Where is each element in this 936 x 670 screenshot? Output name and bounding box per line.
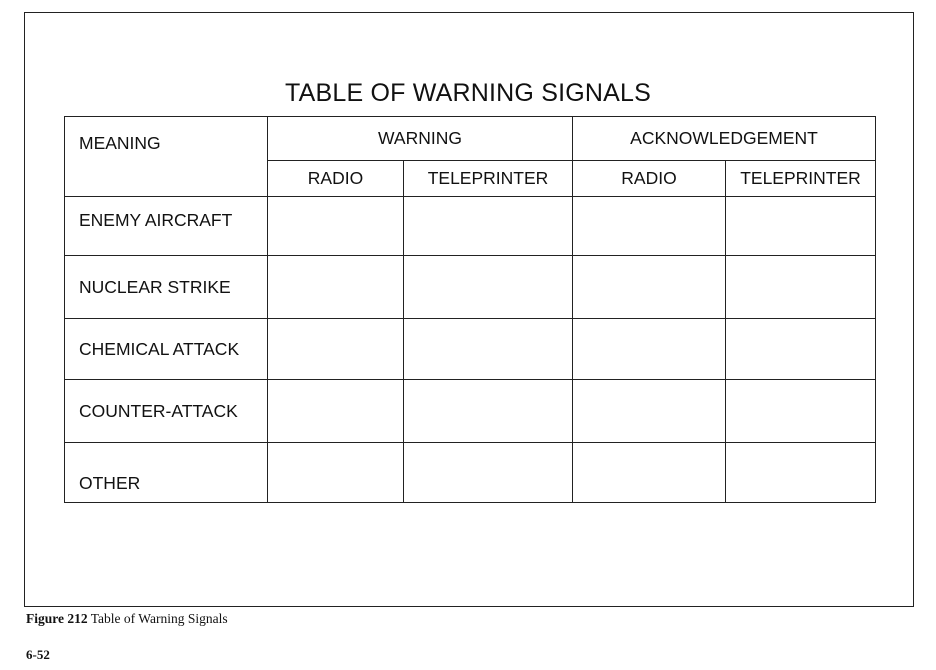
warning-radio-header: RADIO: [268, 161, 404, 197]
row-label-enemy-aircraft: ENEMY AIRCRAFT: [65, 197, 268, 256]
acknowledgement-header: ACKNOWLEDGEMENT: [573, 117, 876, 161]
table-row: [65, 197, 876, 256]
meaning-header: MEANING: [65, 117, 268, 197]
warning-teleprinter-header: TELEPRINTER: [404, 161, 573, 197]
page-number: 6-52: [26, 647, 50, 662]
row-label-chemical-attack: CHEMICAL ATTACK: [65, 319, 268, 380]
table-cell: [573, 380, 726, 443]
table-cell: [268, 319, 404, 380]
table-cell: [268, 443, 404, 503]
table-cell: [726, 256, 876, 319]
table-cell: [726, 197, 876, 256]
table-cell: [726, 443, 876, 503]
row-label-nuclear-strike: NUCLEAR STRIKE: [65, 256, 268, 319]
warning-header: WARNING: [268, 117, 573, 161]
warning-signals-table: [64, 116, 876, 503]
table-row: [65, 380, 876, 443]
ack-radio-header: RADIO: [573, 161, 726, 197]
row-label-counter-attack: COUNTER-ATTACK: [65, 380, 268, 443]
row-label-other: OTHER: [65, 443, 268, 503]
table-cell: [404, 443, 573, 503]
table-cell: [404, 319, 573, 380]
table-cell: [573, 256, 726, 319]
table-cell: [573, 443, 726, 503]
table-cell: [268, 380, 404, 443]
table-cell: [726, 319, 876, 380]
table-cell: [726, 380, 876, 443]
table-cell: [573, 197, 726, 256]
table-row: [65, 256, 876, 319]
table-row: [65, 319, 876, 380]
figure-caption-text: Table of Warning Signals: [87, 611, 228, 626]
table-cell: [404, 380, 573, 443]
table-cell: [573, 319, 726, 380]
table-cell: [268, 256, 404, 319]
table-title: TABLE OF WARNING SIGNALS: [285, 79, 651, 107]
table-header-row: [65, 117, 876, 161]
table-cell: [268, 197, 404, 256]
table-cell: [404, 197, 573, 256]
ack-teleprinter-header: TELEPRINTER: [726, 161, 876, 197]
figure-number: Figure 212: [26, 611, 88, 626]
table-row: [65, 443, 876, 503]
table-cell: [404, 256, 573, 319]
figure-caption: [26, 611, 228, 627]
